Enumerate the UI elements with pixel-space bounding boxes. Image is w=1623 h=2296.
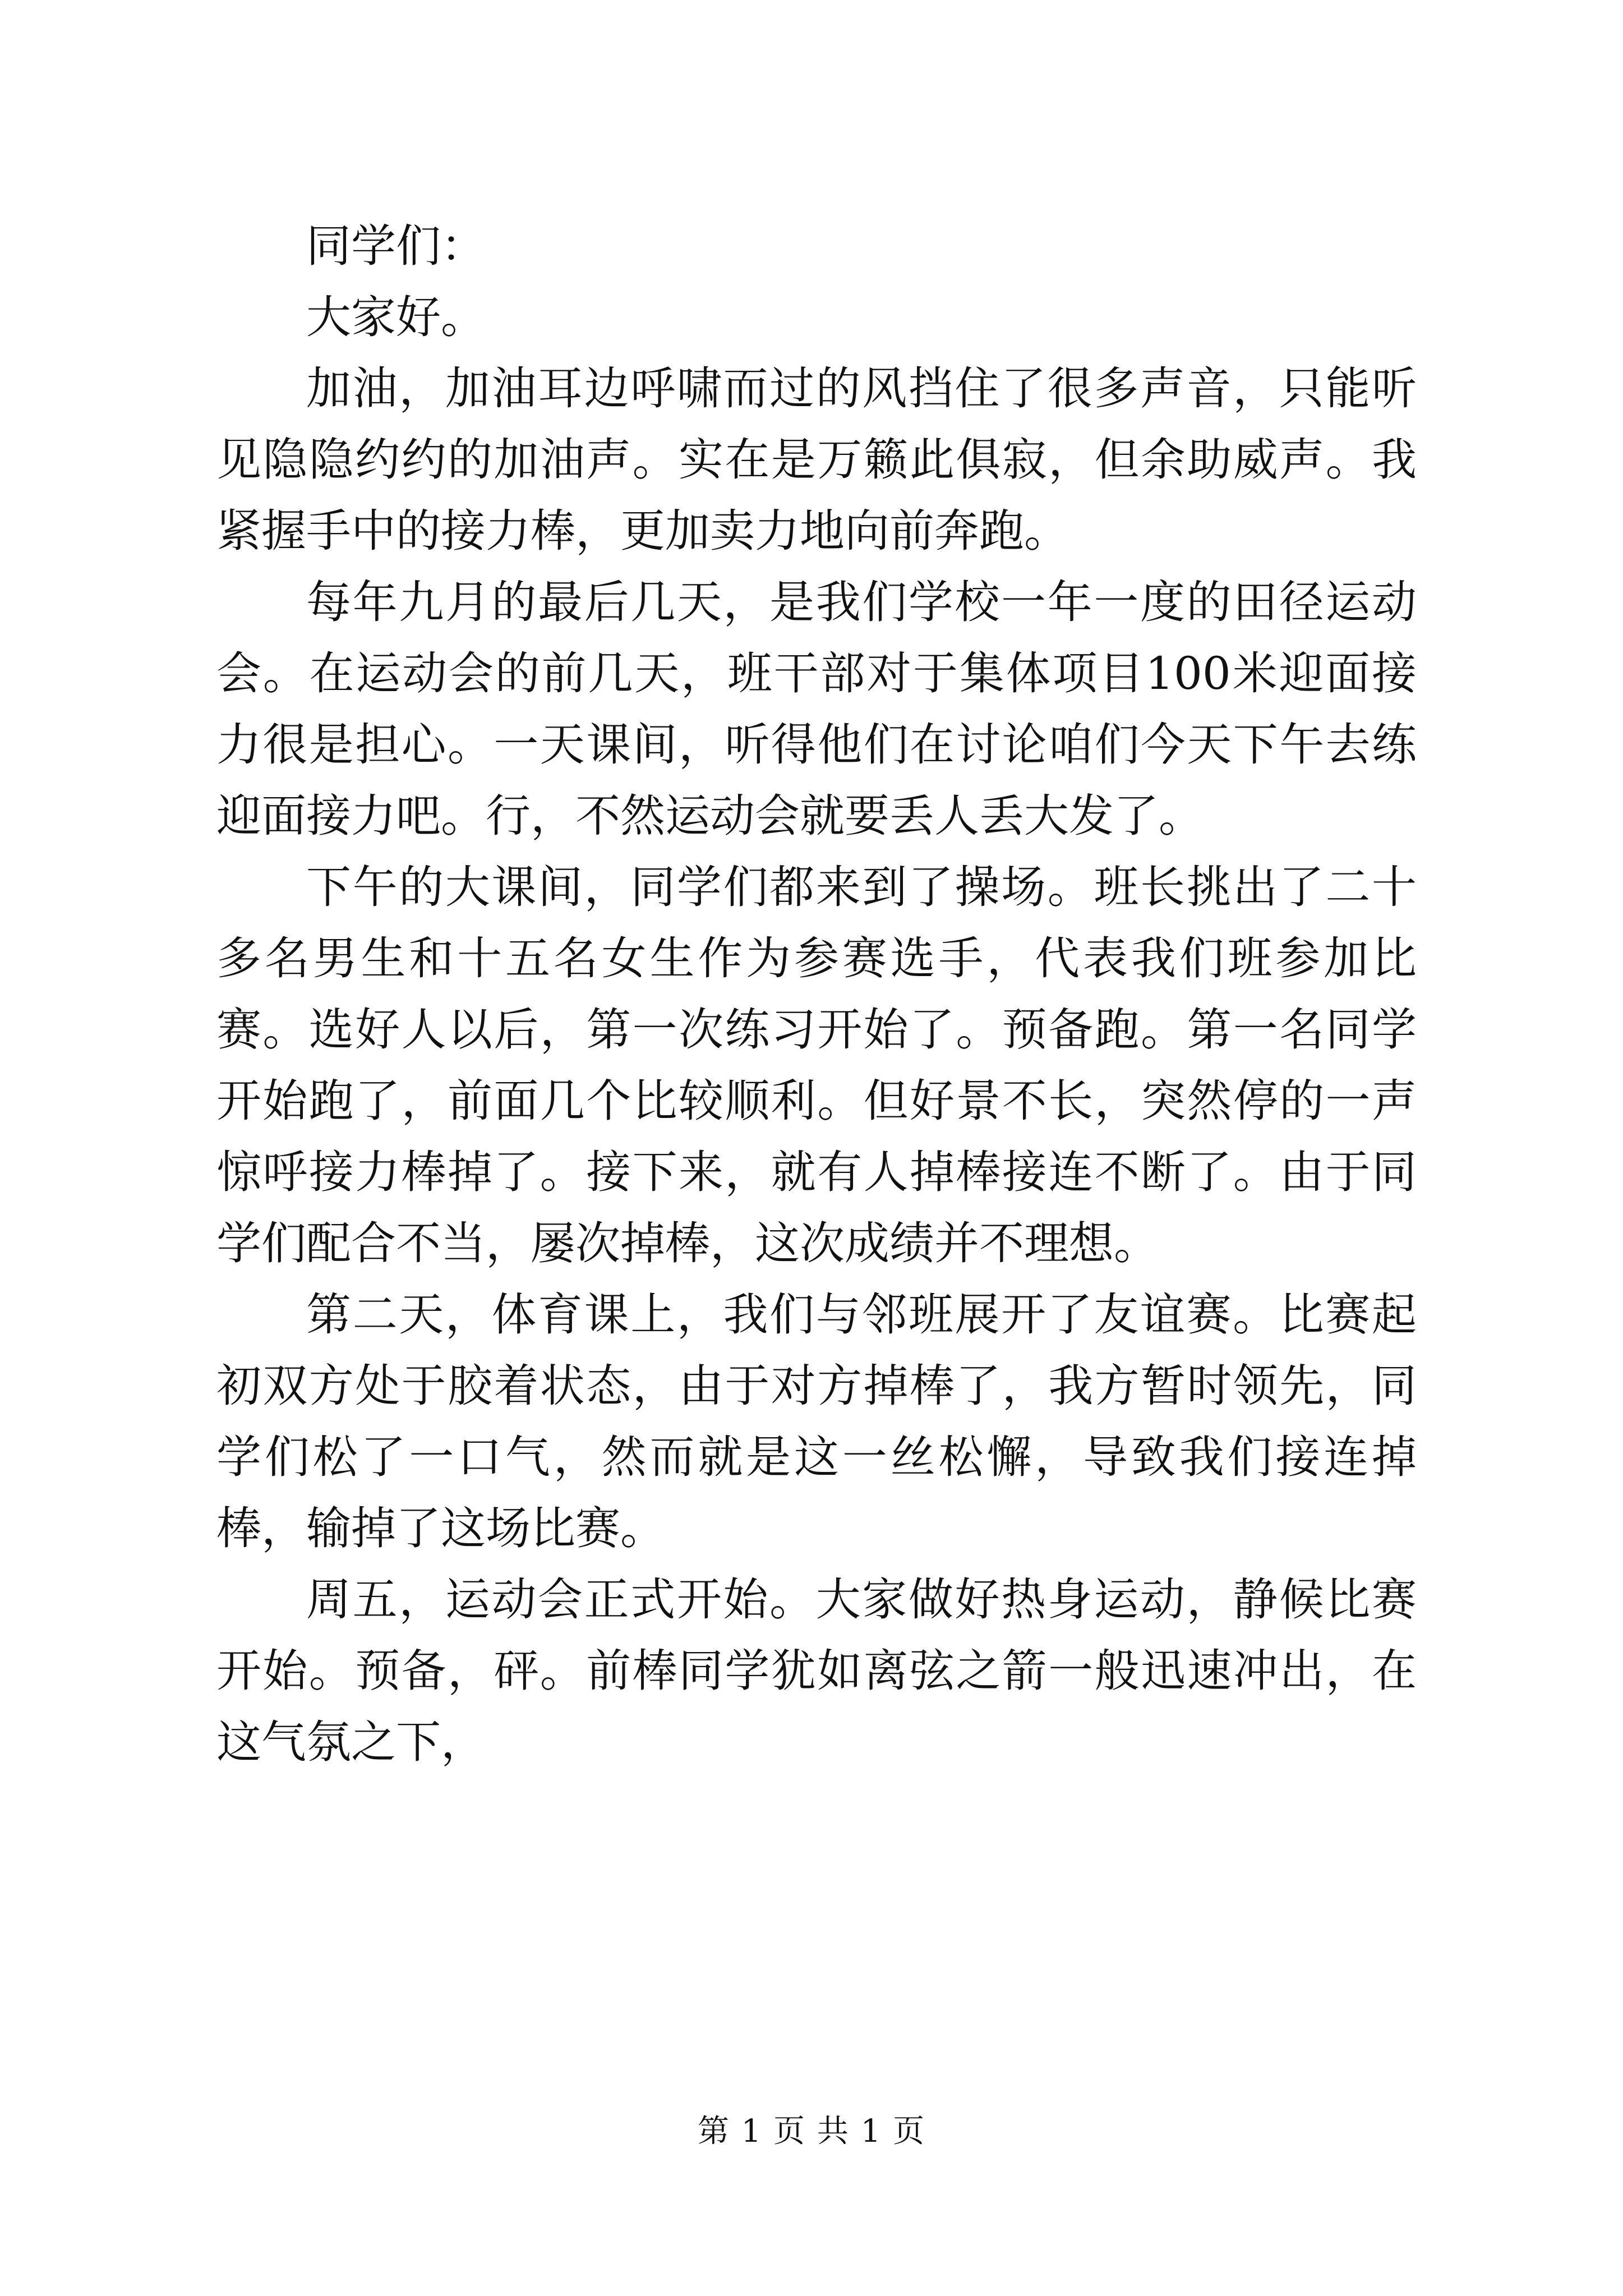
paragraph-1: 加油，加油耳边呼啸而过的风挡住了很多声音，只能听见隐隐约约的加油声。实在是万籁此俱寂，但余助威声。我紧握手中的接力棒，更加卖力地向前奔跑。 xyxy=(216,362,1417,557)
paragraph-greeting: 同学们： xyxy=(306,220,486,272)
paragraph-4: 第二天，体育课上，我们与邻班展开了友谊赛。比赛起初双方处于胶着状态，由于对方掉棒了，我方暂时领先，同学们松了一口气，然而就是这一丝松懈，导致我们接连掉棒，输掉了这场比赛。 xyxy=(216,1289,1417,1554)
paragraph-hello: 大家好。 xyxy=(306,291,486,343)
paragraph-3: 下午的大课间，同学们都来到了操场。班长挑出了二十多名男生和十五名女生作为参赛选手，代表我们班参加比赛。选好人以后，第一次练习开始了。预备跑。第一名同学开始跑了，前面几个比较顺利。但好景不长，突然停的一声惊呼接力棒掉了。接下来，就有人掉棒接连不断了。由于同学们配合不当，屡次掉棒，这次成绩并不理想。 xyxy=(216,861,1417,1269)
paragraph-2: 每年九月的最后几天，是我们学校一年一度的田径运动会。在运动会的前几天，班干部对于集体项目100米迎面接力很是担心。一天课间，听得他们在讨论咱们今天下午去练迎面接力吧。行，不然运动会就要丢人丢大发了。 xyxy=(216,576,1417,842)
page-footer: 第 1 页 共 1 页 xyxy=(697,2113,926,2150)
document-body xyxy=(216,210,1417,1778)
paragraph-5: 周五，运动会正式开始。大家做好热身运动，静候比赛开始。预备，砰。前棒同学犹如离弦之箭一般迅速冲出，在这气氛之下， xyxy=(216,1573,1417,1768)
